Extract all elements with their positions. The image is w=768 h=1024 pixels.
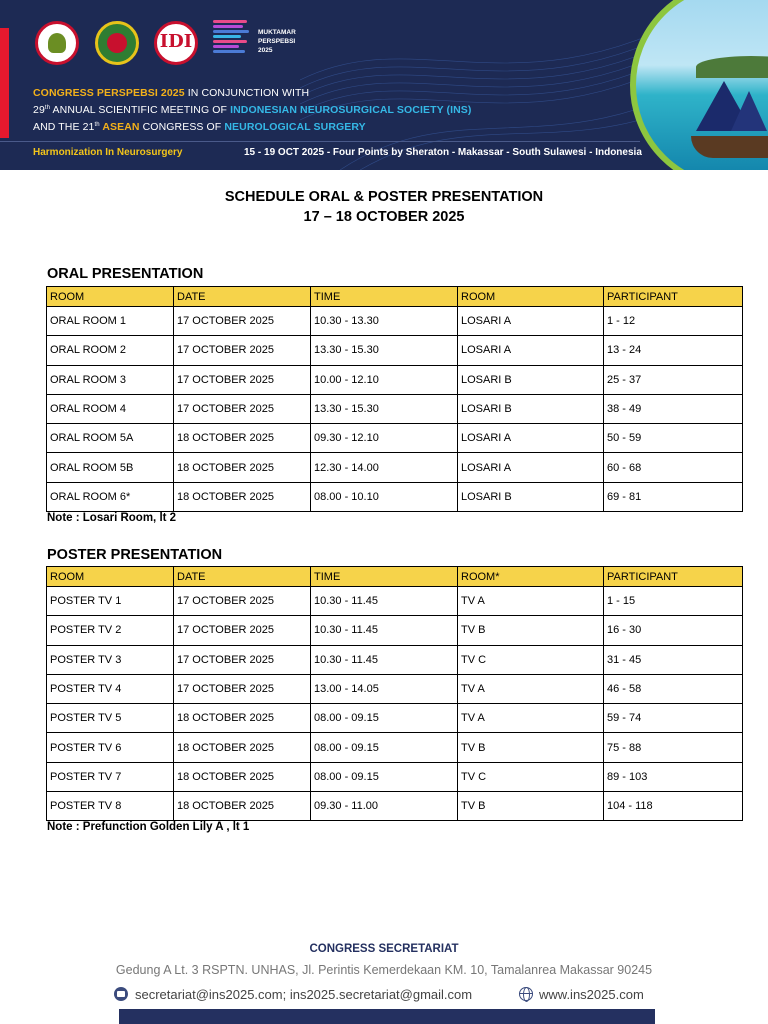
ordinal-suffix: th bbox=[94, 122, 100, 128]
meeting-text: ANNUAL SCIENTIFIC MEETING OF bbox=[50, 104, 231, 116]
table-cell: ORAL ROOM 2 bbox=[47, 336, 174, 365]
table-cell: POSTER TV 7 bbox=[47, 762, 174, 791]
table-cell: 08.00 - 10.10 bbox=[311, 482, 458, 511]
asean-logo bbox=[95, 21, 139, 65]
document-title: SCHEDULE ORAL & POSTER PRESENTATION bbox=[224, 189, 544, 205]
poster-schedule-table bbox=[46, 566, 743, 821]
table-cell: 08.00 - 09.15 bbox=[311, 704, 458, 733]
poster-section-title: POSTER PRESENTATION bbox=[47, 547, 223, 563]
table-cell: 25 - 37 bbox=[604, 365, 743, 394]
table-cell: LOSARI B bbox=[458, 365, 604, 394]
poster-note: Note : Prefunction Golden Lily A , lt 1 bbox=[47, 821, 250, 833]
table-cell: 10.30 - 11.45 bbox=[311, 587, 458, 616]
secretariat-address: Gedung A Lt. 3 RSPTN. UNHAS, Jl. Perintis Kemerdekaan KM. 10, Tamalanrea Makassar 90245 bbox=[115, 963, 653, 977]
table-cell: 59 - 74 bbox=[604, 704, 743, 733]
table-cell: POSTER TV 2 bbox=[47, 616, 174, 645]
table-cell: 17 OCTOBER 2025 bbox=[174, 616, 311, 645]
table-cell: 08.00 - 09.15 bbox=[311, 762, 458, 791]
table-cell: POSTER TV 1 bbox=[47, 587, 174, 616]
column-header: TIME bbox=[311, 287, 458, 307]
table-cell: 17 OCTOBER 2025 bbox=[174, 394, 311, 423]
table-cell: LOSARI B bbox=[458, 482, 604, 511]
congress-name: CONGRESS PERSPEBSI 2025 bbox=[33, 87, 185, 99]
idi-logo bbox=[154, 21, 198, 65]
document-date: 17 – 18 OCTOBER 2025 bbox=[303, 209, 465, 225]
idi-logo-glyph: IDI bbox=[159, 31, 193, 52]
table-row bbox=[47, 587, 743, 616]
table-cell: 13.30 - 15.30 bbox=[311, 394, 458, 423]
table-cell: 10.30 - 11.45 bbox=[311, 645, 458, 674]
table-cell: TV B bbox=[458, 733, 604, 762]
table-cell: 17 OCTOBER 2025 bbox=[174, 336, 311, 365]
globe-icon bbox=[519, 987, 533, 1001]
table-cell: 08.00 - 09.15 bbox=[311, 733, 458, 762]
table-row bbox=[47, 733, 743, 762]
event-info: 15 - 19 OCT 2025 - Four Points by Sheraton - Makassar - South Sulawesi - Indonesia bbox=[244, 147, 642, 158]
table-cell: 13.00 - 14.05 bbox=[311, 674, 458, 703]
table-cell: 50 - 59 bbox=[604, 424, 743, 453]
column-header: PARTICIPANT bbox=[604, 287, 743, 307]
ordinal-suffix: th bbox=[44, 105, 51, 111]
muktamar-logo-mark bbox=[213, 20, 251, 66]
column-header: ROOM bbox=[458, 287, 604, 307]
column-header: TIME bbox=[311, 567, 458, 587]
table-cell: TV A bbox=[458, 704, 604, 733]
table-cell: 18 OCTOBER 2025 bbox=[174, 424, 311, 453]
table-cell: 18 OCTOBER 2025 bbox=[174, 704, 311, 733]
table-header-row bbox=[47, 287, 743, 307]
oral-schedule-table bbox=[46, 286, 743, 512]
table-cell: POSTER TV 5 bbox=[47, 704, 174, 733]
banner-line-1 bbox=[33, 87, 309, 99]
table-cell: 09.30 - 12.10 bbox=[311, 424, 458, 453]
table-row bbox=[47, 482, 743, 511]
table-cell: 13 - 24 bbox=[604, 336, 743, 365]
table-row bbox=[47, 453, 743, 482]
and-the-text: AND THE 21 bbox=[33, 121, 95, 133]
table-cell: POSTER TV 8 bbox=[47, 792, 174, 821]
table-cell: 31 - 45 bbox=[604, 645, 743, 674]
table-cell: 46 - 58 bbox=[604, 674, 743, 703]
table-cell: 18 OCTOBER 2025 bbox=[174, 733, 311, 762]
table-cell: 17 OCTOBER 2025 bbox=[174, 307, 311, 336]
table-cell: TV A bbox=[458, 674, 604, 703]
table-row bbox=[47, 365, 743, 394]
column-header: PARTICIPANT bbox=[604, 567, 743, 587]
table-cell: 104 - 118 bbox=[604, 792, 743, 821]
table-cell: ORAL ROOM 4 bbox=[47, 394, 174, 423]
column-header: ROOM* bbox=[458, 567, 604, 587]
table-cell: 17 OCTOBER 2025 bbox=[174, 674, 311, 703]
banner-line-2 bbox=[33, 104, 472, 116]
tagline: Harmonization In Neurosurgery bbox=[33, 147, 183, 158]
table-row bbox=[47, 307, 743, 336]
table-cell: 89 - 103 bbox=[604, 762, 743, 791]
congress-of-text: CONGRESS OF bbox=[139, 121, 225, 133]
muktamar-line: PERSPEBSI bbox=[258, 38, 296, 45]
table-cell: 18 OCTOBER 2025 bbox=[174, 453, 311, 482]
table-row bbox=[47, 792, 743, 821]
oral-note: Note : Losari Room, lt 2 bbox=[47, 512, 177, 524]
table-row bbox=[47, 394, 743, 423]
table-row bbox=[47, 424, 743, 453]
table-cell: 17 OCTOBER 2025 bbox=[174, 365, 311, 394]
table-cell: ORAL ROOM 5B bbox=[47, 453, 174, 482]
table-cell: 10.30 - 11.45 bbox=[311, 616, 458, 645]
table-cell: TV B bbox=[458, 792, 604, 821]
table-cell: 60 - 68 bbox=[604, 453, 743, 482]
table-cell: 1 - 15 bbox=[604, 587, 743, 616]
table-cell: 75 - 88 bbox=[604, 733, 743, 762]
column-header: ROOM bbox=[47, 567, 174, 587]
table-cell: 09.30 - 11.00 bbox=[311, 792, 458, 821]
society-name: INDONESIAN NEUROSURGICAL SOCIETY (INS) bbox=[230, 104, 472, 116]
table-cell: LOSARI B bbox=[458, 394, 604, 423]
table-cell: ORAL ROOM 3 bbox=[47, 365, 174, 394]
table-cell: 1 - 12 bbox=[604, 307, 743, 336]
photo-sail bbox=[731, 91, 767, 131]
column-header: ROOM bbox=[47, 287, 174, 307]
photo-island bbox=[696, 56, 768, 78]
header-banner bbox=[0, 0, 768, 170]
website-link[interactable]: www.ins2025.com bbox=[539, 987, 644, 1002]
table-cell: LOSARI A bbox=[458, 307, 604, 336]
table-row bbox=[47, 645, 743, 674]
red-accent-strip bbox=[0, 28, 9, 138]
conjunction-text: IN CONJUNCTION WITH bbox=[184, 87, 310, 99]
table-cell: 10.30 - 13.30 bbox=[311, 307, 458, 336]
secretariat-title: CONGRESS SECRETARIAT bbox=[309, 943, 459, 955]
neurological-surgery-text: NEUROLOGICAL SURGERY bbox=[224, 121, 366, 133]
muktamar-line: 2025 bbox=[258, 47, 273, 54]
oral-section-title: ORAL PRESENTATION bbox=[47, 266, 204, 282]
email-link[interactable]: secretariat@ins2025.com; ins2025.secretariat@gmail.com bbox=[135, 987, 473, 1002]
table-cell: ORAL ROOM 1 bbox=[47, 307, 174, 336]
table-cell: 17 OCTOBER 2025 bbox=[174, 587, 311, 616]
table-cell: LOSARI A bbox=[458, 424, 604, 453]
table-cell: 12.30 - 14.00 bbox=[311, 453, 458, 482]
harbor-photo bbox=[630, 0, 768, 170]
table-cell: 13.30 - 15.30 bbox=[311, 336, 458, 365]
table-cell: LOSARI A bbox=[458, 336, 604, 365]
table-cell: TV B bbox=[458, 616, 604, 645]
muktamar-line: MUKTAMAR bbox=[258, 29, 296, 36]
table-cell: POSTER TV 3 bbox=[47, 645, 174, 674]
perspebsi-logo bbox=[35, 21, 79, 65]
asean-text: ASEAN bbox=[99, 121, 140, 133]
table-row bbox=[47, 704, 743, 733]
table-cell: 69 - 81 bbox=[604, 482, 743, 511]
table-cell: 18 OCTOBER 2025 bbox=[174, 792, 311, 821]
table-cell: 17 OCTOBER 2025 bbox=[174, 645, 311, 674]
table-header-row bbox=[47, 567, 743, 587]
table-cell: TV A bbox=[458, 587, 604, 616]
table-cell: 38 - 49 bbox=[604, 394, 743, 423]
footer-bar bbox=[119, 1009, 655, 1024]
photo-boat-hull bbox=[691, 136, 768, 158]
ordinal-number: 29 bbox=[33, 104, 45, 116]
table-row bbox=[47, 336, 743, 365]
table-cell: POSTER TV 4 bbox=[47, 674, 174, 703]
banner-divider bbox=[0, 141, 640, 142]
mail-icon bbox=[114, 987, 128, 1001]
column-header: DATE bbox=[174, 287, 311, 307]
table-cell: 18 OCTOBER 2025 bbox=[174, 762, 311, 791]
table-cell: POSTER TV 6 bbox=[47, 733, 174, 762]
column-header: DATE bbox=[174, 567, 311, 587]
muktamar-logo-text bbox=[258, 28, 296, 55]
table-row bbox=[47, 674, 743, 703]
table-cell: TV C bbox=[458, 762, 604, 791]
table-cell: TV C bbox=[458, 645, 604, 674]
table-cell: LOSARI A bbox=[458, 453, 604, 482]
table-row bbox=[47, 616, 743, 645]
table-cell: 10.00 - 12.10 bbox=[311, 365, 458, 394]
banner-line-3 bbox=[33, 121, 366, 133]
table-cell: ORAL ROOM 5A bbox=[47, 424, 174, 453]
table-cell: 18 OCTOBER 2025 bbox=[174, 482, 311, 511]
table-row bbox=[47, 762, 743, 791]
table-cell: ORAL ROOM 6* bbox=[47, 482, 174, 511]
table-cell: 16 - 30 bbox=[604, 616, 743, 645]
